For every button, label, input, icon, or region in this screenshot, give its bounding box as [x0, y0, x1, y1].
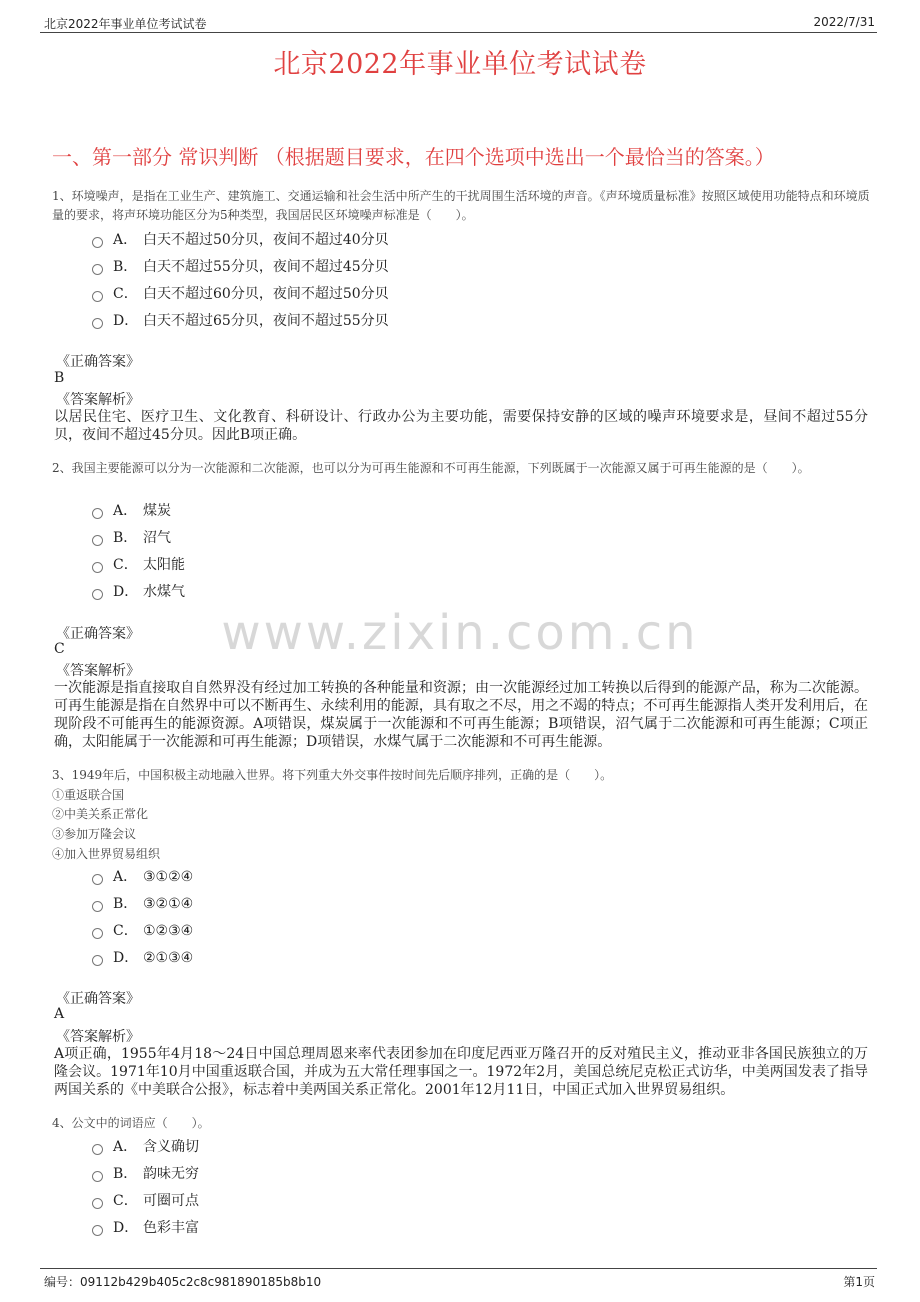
- analysis-text: A项正确，1955年4月18～24日中国总理周恩来率代表团参加在印度尼西亚万隆召开的反对殖民主义，推动亚非各国民族独立的万隆会议。1971年10月中国重返联合国，并成为五大常任理事国之一。1972年2月，美国总统尼克松正式访华，中美两国发表了指导两国关系的《中美联合公报》，标志着中美两国关系正常化。2001年12月11日，中国正式加入世界贸易组织。: [54, 1046, 868, 1098]
- question-3-item: ③参加万隆会议: [52, 827, 137, 841]
- radio-button-icon[interactable]: [92, 562, 103, 573]
- page-footer: [40, 1268, 877, 1291]
- question-2-option-a[interactable]: A． 煤炭: [92, 500, 171, 522]
- footer-doc-code: 编号：09112b429b405c2c8c981890185b8b10: [44, 1275, 322, 1289]
- document-title: 北京2022年事业单位考试试卷: [273, 49, 647, 80]
- analysis-label: 《答案解析》: [56, 663, 140, 679]
- question-1-option-d[interactable]: D． 白天不超过65分贝，夜间不超过55分贝: [92, 310, 389, 332]
- radio-button-icon[interactable]: [92, 535, 103, 546]
- question-2-option-b[interactable]: B． 沼气: [92, 527, 171, 549]
- question-3-item: ④加入世界贸易组织: [52, 847, 161, 861]
- question-3-option-b[interactable]: B． ③②①④: [92, 893, 193, 915]
- question-3-stem: 3、1949年后，中国积极主动地融入世界。将下列重大外交事件按时间先后顺序排列，正确的是（ ）。: [52, 768, 613, 782]
- analysis-label: 《答案解析》: [56, 1029, 140, 1045]
- radio-button-icon[interactable]: [92, 1171, 103, 1182]
- radio-button-icon[interactable]: [92, 928, 103, 939]
- question-2-option-c[interactable]: C． 太阳能: [92, 554, 185, 576]
- radio-button-icon[interactable]: [92, 1225, 103, 1236]
- question-3-item: ②中美关系正常化: [52, 807, 149, 821]
- question-4-option-d[interactable]: D． 色彩丰富: [92, 1217, 199, 1239]
- analysis-text: 以居民住宅、医疗卫生、文化教育、科研设计、行政办公为主要功能，需要保持安静的区域的噪声环境要求是，昼间不超过55分贝，夜间不超过45分贝。因此B项正确。: [54, 409, 868, 443]
- radio-button-icon[interactable]: [92, 874, 103, 885]
- question-3-item: ①重返联合国: [52, 788, 125, 802]
- radio-button-icon[interactable]: [92, 901, 103, 912]
- analysis-label: 《答案解析》: [56, 392, 140, 408]
- radio-button-icon[interactable]: [92, 264, 103, 275]
- question-4-option-a[interactable]: A． 含义确切: [92, 1136, 199, 1158]
- question-2-stem: 2、我国主要能源可以分为一次能源和二次能源，也可以分为可再生能源和不可再生能源，下列既属于一次能源又属于可再生能源的是（ ）。: [52, 461, 810, 475]
- section-heading: 一、第一部分 常识判断 （根据题目要求，在四个选项中选出一个最恰当的答案。）: [52, 145, 775, 169]
- radio-button-icon[interactable]: [92, 955, 103, 966]
- question-4-stem: 4、公文中的词语应（ ）。: [52, 1116, 210, 1130]
- question-3-option-c[interactable]: C． ①②③④: [92, 920, 193, 942]
- radio-button-icon[interactable]: [92, 1144, 103, 1155]
- question-1-stem: 1、环境噪声，是指在工业生产、建筑施工、交通运输和社会生活中所产生的干扰周围生活环境的声音。《声环境质量标准》按照区域使用功能特点和环境质量的要求，将声环境功能区分为5种类型，我国居民区环境噪声标准是（ ）。: [52, 189, 870, 222]
- footer-page-number: 第1页: [843, 1275, 875, 1289]
- radio-button-icon[interactable]: [92, 589, 103, 600]
- watermark: www.zixin.com.cn: [221, 605, 699, 661]
- analysis-text: 一次能源是指直接取自自然界没有经过加工转换的各种能量和资源；由一次能源经过加工转换以后得到的能源产品，称为二次能源。可再生能源是指在自然界中可以不断再生、永续利用的能源，具有取之不尽，用之不竭的特点；不可再生能源指人类开发利用后，在现阶段不可能再生的能源资源。A项错误，煤炭属于一次能源和不可再生能源；B项错误，沼气属于二次能源和可再生能源；C项正确，太阳能属于一次能源和可再生能源；D项错误，水煤气属于二次能源和不可再生能源。: [54, 680, 868, 750]
- radio-button-icon[interactable]: [92, 1198, 103, 1209]
- radio-button-icon[interactable]: [92, 291, 103, 302]
- question-4-option-c[interactable]: C． 可圈可点: [92, 1190, 199, 1212]
- question-1-option-b[interactable]: B． 白天不超过55分贝，夜间不超过45分贝: [92, 256, 389, 278]
- correct-answer-label: 《正确答案》: [56, 354, 140, 370]
- radio-button-icon[interactable]: [92, 318, 103, 329]
- radio-button-icon[interactable]: [92, 508, 103, 519]
- correct-answer-label: 《正确答案》: [56, 991, 140, 1007]
- question-3-option-d[interactable]: D． ②①③④: [92, 947, 193, 969]
- question-4-option-b[interactable]: B． 韵味无穷: [92, 1163, 199, 1185]
- correct-answer-value: B: [54, 370, 65, 386]
- header-date: 2022/7/31: [813, 15, 875, 29]
- correct-answer-label: 《正确答案》: [56, 626, 140, 642]
- correct-answer-value: C: [54, 641, 65, 657]
- header-doc-name: 北京2022年事业单位考试试卷: [44, 17, 207, 31]
- question-1-option-c[interactable]: C． 白天不超过60分贝，夜间不超过50分贝: [92, 283, 389, 305]
- question-3-option-a[interactable]: A． ③①②④: [92, 866, 193, 888]
- page-header: [40, 12, 877, 33]
- question-2-option-d[interactable]: D． 水煤气: [92, 581, 185, 603]
- question-1-option-a[interactable]: A． 白天不超过50分贝，夜间不超过40分贝: [92, 229, 389, 251]
- radio-button-icon[interactable]: [92, 237, 103, 248]
- correct-answer-value: A: [54, 1006, 65, 1022]
